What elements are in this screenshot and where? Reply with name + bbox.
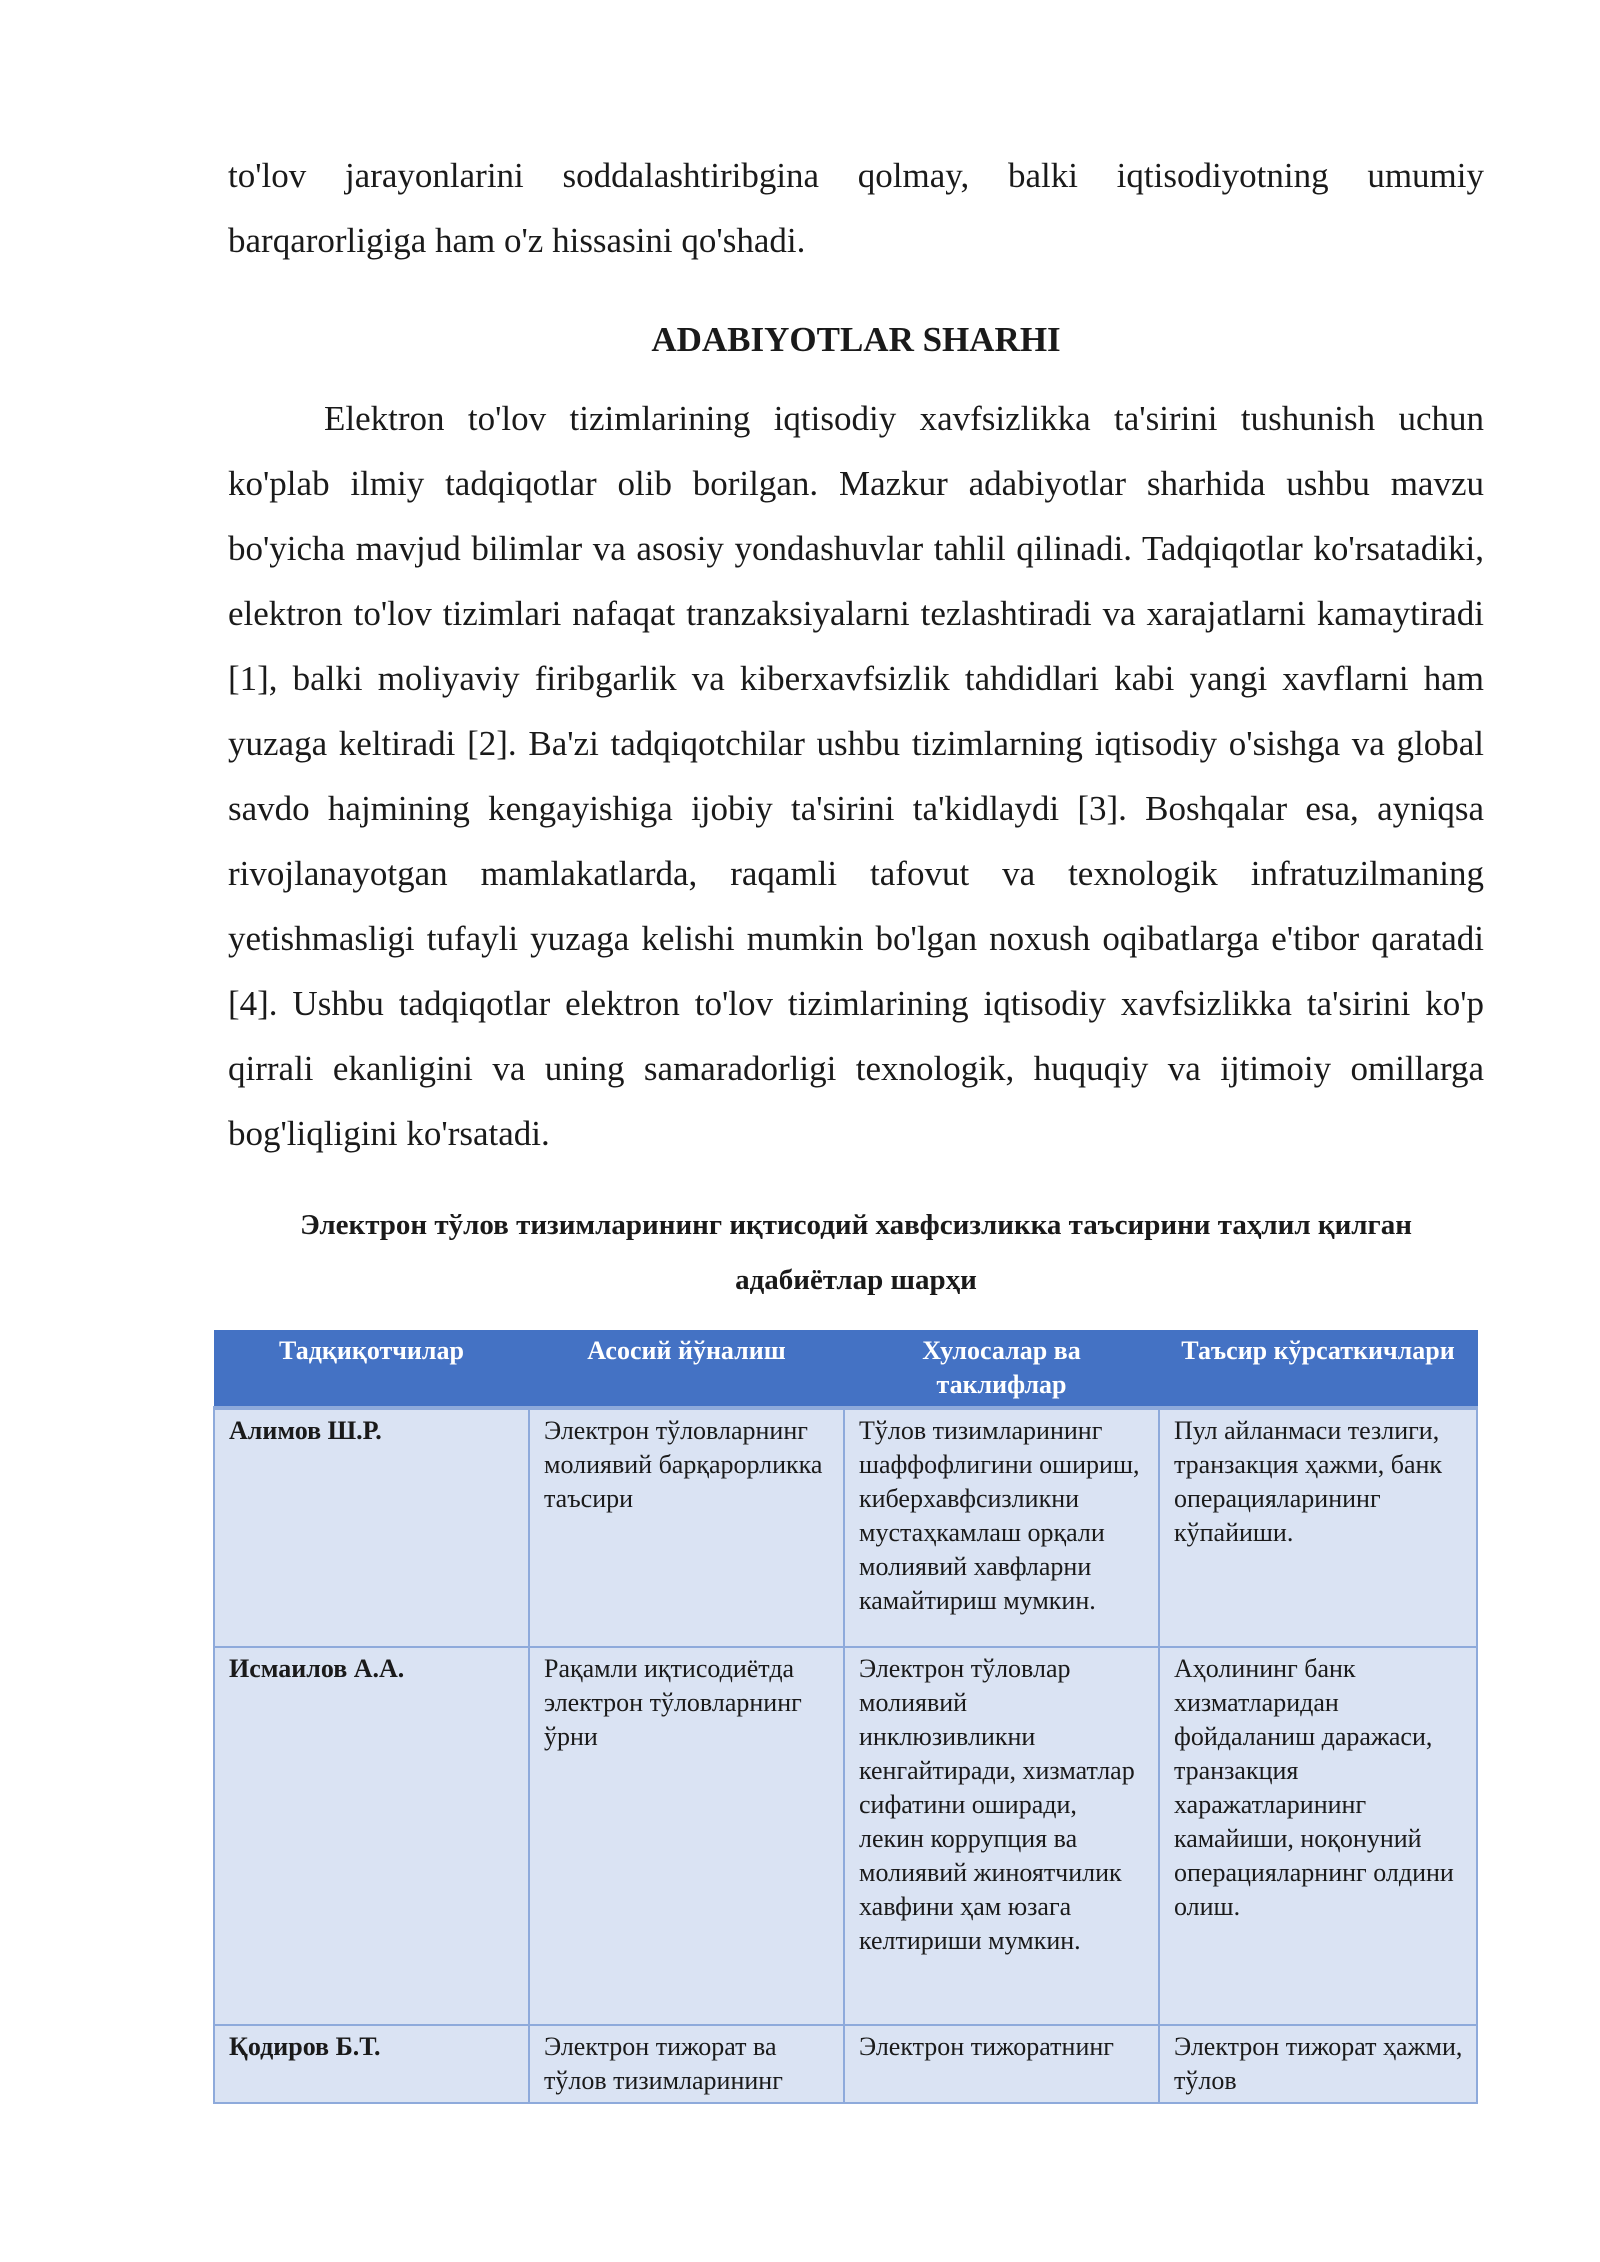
header-impact-indicators: Таъсир кўрсаткичлари bbox=[1159, 1331, 1477, 1408]
indicator-cell: Электрон тижорат ҳажми, тўлов bbox=[1159, 2025, 1477, 2103]
paragraph-continuation: to'lov jarayonlarini soddalashtiribgina qolmay, balki iqtisodiyotning umumiy barqarorligiga ham o'z hissasini qo'shadi. bbox=[228, 156, 1484, 260]
table-row bbox=[214, 1647, 1477, 2025]
direction-cell: Электрон тижорат ва тўлов тизимларининг bbox=[529, 2025, 844, 2103]
researcher-cell: Исмаилов А.А. bbox=[214, 1647, 529, 2025]
table-caption: Электрон тўлов тизимларининг иқтисодий хавфсизликка таъсирини таҳлил қилган адабиётлар шарҳи bbox=[300, 1209, 1412, 1296]
header-researchers: Тадқиқотчилар bbox=[214, 1331, 529, 1408]
researcher-cell: Қодиров Б.Т. bbox=[214, 2025, 529, 2103]
conclusion-cell: Тўлов тизимларининг шаффофлигини ошириш, киберхавфсизликни мустаҳкамлаш орқали молиявий хавфларни камайтириш мумкин. bbox=[844, 1408, 1159, 1647]
table-row bbox=[214, 2025, 1477, 2103]
literature-review-paragraph: Elektron to'lov tizimlarining iqtisodiy xavfsizlikka ta'sirini tushunish uchun ko'plab ilmiy tadqiqotlar olib borilgan. Mazkur adabiyotlar sharhida ushbu mavzu bo'yicha mavjud bilimlar va asosiy yondashuvlar tahlil qilinadi. Tadqiqotlar ko'rsatadiki, elektron to'lov tizimlari nafaqat tranzaksiyalarni tezlashtiradi va xarajatlarni kamaytiradi [1], balki moliyaviy firibgarlik va kiberxavfsizlik tahdidlari kabi yangi xavflarni ham yuzaga keltiradi [2]. Ba'zi tadqiqotchilar ushbu tizimlarning iqtisodiy o'sishga va global savdo hajmining kengayishiga ijobiy ta'sirini ta'kidlaydi [3]. Boshqalar esa, ayniqsa rivojlanayotgan mamlakatlarda, raqamli tafovut va texnologik infratuzilmaning yetishmasligi tufayli yuzaga kelishi mumkin bo'lgan noxush oqibatlarga e'tibor qaratadi [4]. Ushbu tadqiqotlar elektron to'lov tizimlarining iqtisodiy xavfsizlikka ta'sirini ko'p qirrali ekanligini va uning samaradorligi texnologik, huquqiy va ijtimoiy omillarga bog'liqligini ko'rsatadi. bbox=[228, 399, 1484, 1153]
header-conclusions: Хулосалар ва таклифлар bbox=[844, 1331, 1159, 1408]
header-main-direction: Асосий йўналиш bbox=[529, 1331, 844, 1408]
direction-cell: Электрон тўловларнинг молиявий барқарорликка таъсири bbox=[529, 1408, 844, 1647]
conclusion-cell: Электрон тижоратнинг bbox=[844, 2025, 1159, 2103]
table-row bbox=[214, 1408, 1477, 1647]
indicator-cell: Аҳолининг банк хизматларидан фойдаланиш даражаси, транзакция харажатларининг камайиши, ноқонуний операцияларнинг олдини олиш. bbox=[1159, 1647, 1477, 2025]
direction-cell: Рақамли иқтисодиётда электрон тўловларнинг ўрни bbox=[529, 1647, 844, 2025]
section-heading: ADABIYOTLAR SHARHI bbox=[651, 320, 1061, 359]
literature-table bbox=[213, 1330, 1478, 2104]
table-header-row bbox=[214, 1331, 1477, 1408]
indicator-cell: Пул айланмаси тезлиги, транзакция ҳажми, банк операцияларининг кўпайиши. bbox=[1159, 1408, 1477, 1647]
researcher-cell: Алимов Ш.Р. bbox=[214, 1408, 529, 1647]
conclusion-cell: Электрон тўловлар молиявий инклюзивликни кенгайтиради, хизматлар сифатини оширади, лекин коррупция ва молиявий жиноятчилик хавфини ҳам юзага келтириши мумкин. bbox=[844, 1647, 1159, 2025]
